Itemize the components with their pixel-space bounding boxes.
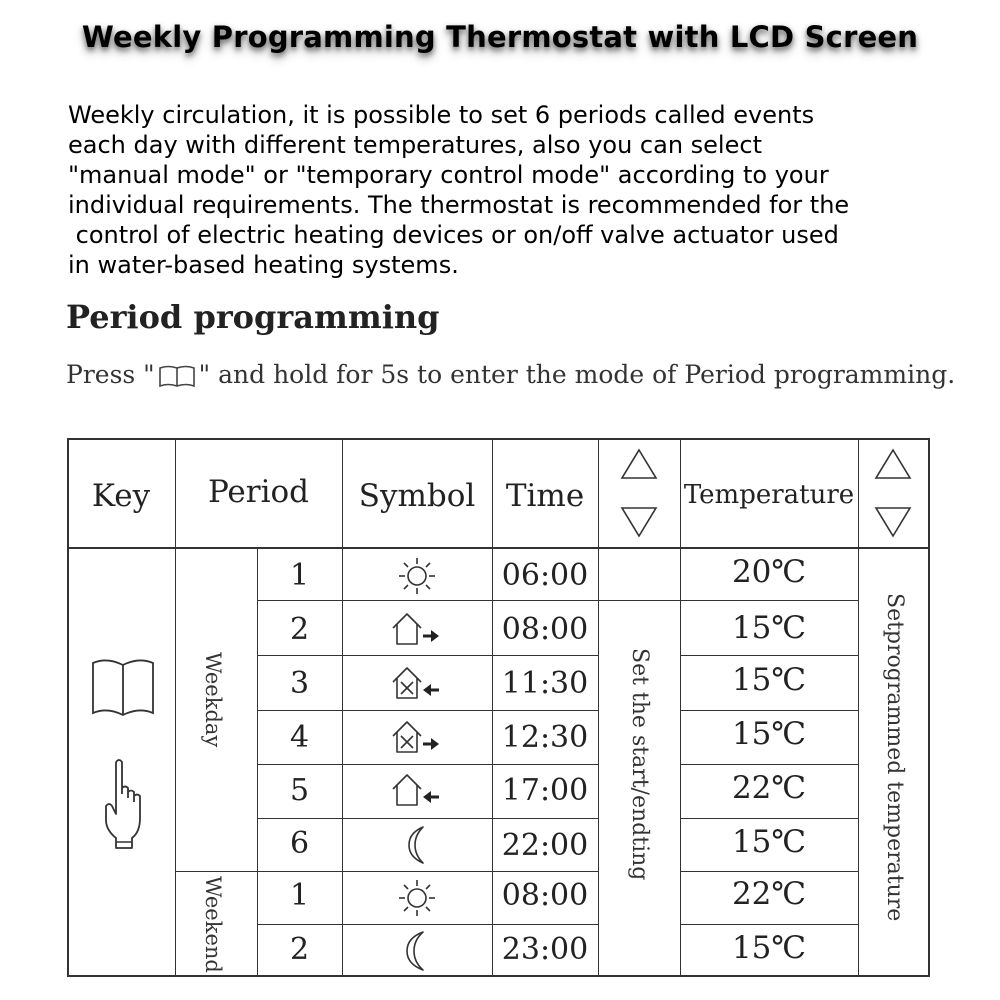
intro-line: control of electric heating devices or on/off valve actuator used [68, 221, 839, 249]
period-number: 1 [289, 878, 310, 913]
row-divider [257, 710, 598, 711]
temperature-value: 15℃ [731, 662, 807, 698]
page-title: Weekly Programming Thermostat with LCD Screen [81, 20, 919, 54]
temperature-note: Setprogrammed temperature [882, 593, 907, 922]
intro-line: Weekly circulation, it is possible to set 6 periods called events [68, 101, 815, 129]
row-divider [257, 655, 598, 656]
header-key: Key [91, 478, 151, 514]
group-label-weekend: Weekend [201, 876, 225, 973]
return-home-lunch-icon [389, 664, 445, 708]
header-symbol: Symbol [358, 478, 476, 514]
up-arrow-icon [874, 448, 912, 484]
period-number: 5 [289, 773, 310, 808]
pointing-hand-icon [102, 758, 148, 858]
sun-icon [395, 556, 439, 600]
return-home-icon [389, 771, 445, 815]
table-border-bottom [67, 975, 930, 977]
temperature-value: 15℃ [731, 610, 807, 646]
instruction-text [66, 360, 955, 394]
time-value: 08:00 [501, 612, 589, 647]
time-value: 08:00 [501, 878, 589, 913]
time-value: 11:30 [501, 666, 589, 701]
sun-icon [395, 878, 439, 922]
moon-icon [403, 928, 433, 978]
col-divider [598, 438, 599, 977]
intro-line: individual requirements. The thermostat is recommended for the [68, 191, 850, 219]
temperature-value: 20℃ [731, 554, 807, 590]
temperature-value: 15℃ [731, 824, 807, 860]
time-value: 23:00 [501, 932, 589, 967]
moon-icon [405, 823, 433, 871]
section-heading: Period programming [66, 298, 440, 336]
row-divider [680, 818, 858, 819]
table-border-right [928, 438, 930, 977]
row-divider [680, 764, 858, 765]
temperature-value: 22℃ [731, 770, 807, 806]
intro-paragraph [68, 100, 968, 280]
temperature-value: 22℃ [731, 876, 807, 912]
table-border-left [67, 438, 69, 977]
row-divider [257, 924, 598, 925]
header-divider [67, 547, 930, 549]
intro-line: "manual mode" or "temporary control mode" according to your [68, 161, 829, 189]
col-divider [858, 438, 859, 977]
group-label-weekday: Weekday [201, 652, 225, 748]
temperature-value: 15℃ [731, 716, 807, 752]
header-temperature: Temperature [683, 480, 855, 510]
down-arrow-icon [620, 506, 658, 542]
row-divider [257, 600, 598, 601]
book-icon [89, 655, 157, 721]
period-table [67, 438, 930, 977]
temperature-value: 15℃ [731, 930, 807, 966]
period-number: 6 [289, 826, 310, 861]
leave-home-icon [389, 610, 445, 654]
header-time: Time [505, 478, 585, 514]
row-divider [680, 871, 858, 872]
row-divider [257, 818, 598, 819]
row-divider [680, 655, 858, 656]
period-number: 3 [289, 666, 310, 701]
instruction-after: " and hold for 5s to enter the mode of Period programming. [198, 360, 956, 389]
col-divider [175, 438, 176, 977]
time-value: 12:30 [501, 720, 589, 755]
group-divider [175, 871, 598, 872]
col-divider [342, 438, 343, 977]
row-divider [680, 924, 858, 925]
row-divider [598, 600, 680, 601]
period-number: 2 [289, 612, 310, 647]
book-icon [156, 364, 198, 394]
time-value: 22:00 [501, 828, 589, 863]
table-border-top [67, 438, 930, 440]
intro-line: in water-based heating systems. [68, 251, 459, 279]
time-value: 17:00 [501, 773, 589, 808]
row-divider [680, 600, 858, 601]
up-arrow-icon [620, 448, 658, 484]
row-divider [680, 710, 858, 711]
period-number: 4 [289, 720, 310, 755]
time-value: 06:00 [501, 558, 589, 593]
header-period: Period [207, 474, 310, 510]
period-number: 2 [289, 932, 310, 967]
intro-line: each day with different temperatures, also you can select [68, 131, 762, 159]
leave-home-lunch-icon [389, 718, 445, 762]
instruction-before: Press " [66, 360, 155, 389]
period-number: 1 [289, 558, 310, 593]
down-arrow-icon [874, 506, 912, 542]
row-divider [257, 764, 598, 765]
time-note: Set the start/endting [627, 648, 652, 881]
